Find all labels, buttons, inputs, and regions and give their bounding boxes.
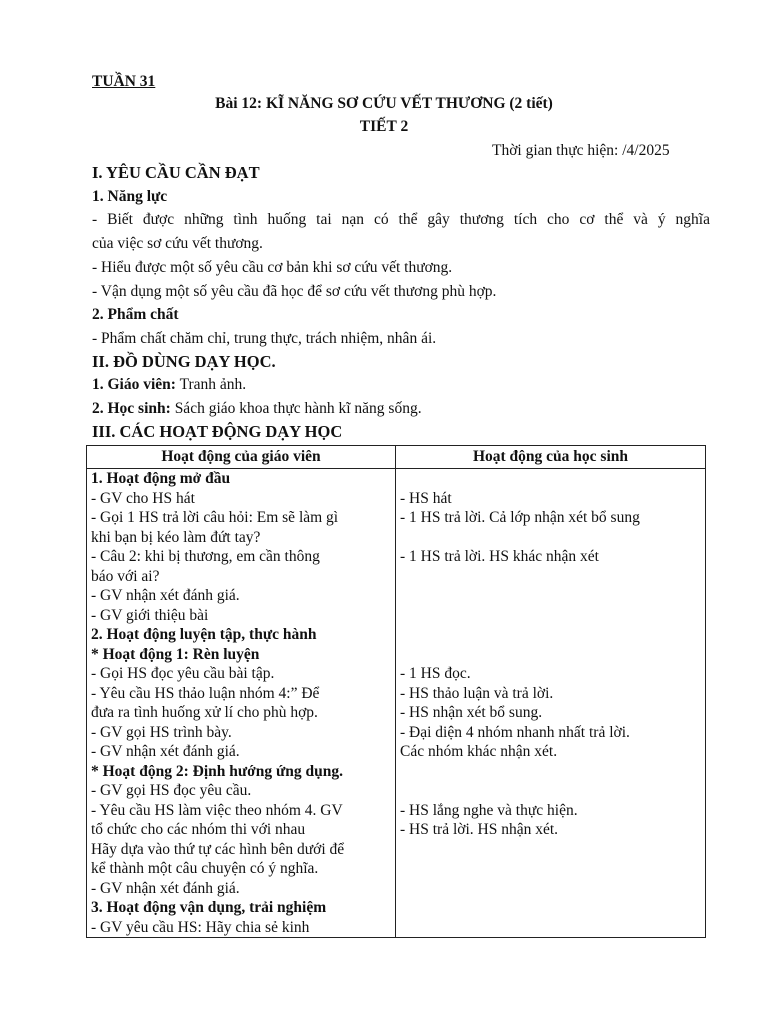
subsection-competence-title: 1. Năng lực: [92, 188, 168, 205]
teacher-line: 3. Hoạt động vận dụng, trải nghiệm: [91, 899, 327, 916]
activities-table: [86, 445, 706, 938]
teacher-line: 1. Hoạt động mở đầu: [91, 470, 231, 487]
student-line-spacer: [400, 762, 701, 782]
student-line-spacer: [400, 781, 701, 801]
teacher-line: - GV nhận xét đánh giá.: [91, 587, 240, 604]
student-line: - HS hát: [400, 489, 452, 507]
teacher-line: 2. Hoạt động luyện tập, thực hành: [91, 626, 317, 643]
teacher-line: - GV cho HS hát: [91, 489, 195, 507]
student-line-spacer: [400, 625, 701, 645]
competence-item-1: - Biết được những tình huống tai nạn có thể gây thương tích cho cơ thể và ý nghĩa: [92, 211, 710, 228]
teacher-materials-text: Tranh ảnh.: [175, 376, 247, 393]
teacher-line: Hãy dựa vào thứ tự các hình bên dưới để: [91, 840, 345, 858]
teacher-line: kể thành một câu chuyện có ý nghĩa.: [91, 860, 319, 877]
student-column-header: Hoạt động của học sinh: [396, 446, 706, 469]
lesson-title: Bài 12: KĨ NĂNG SƠ CỨU VẾT THƯƠNG (2 tiết): [215, 95, 553, 112]
student-line: - HS lắng nghe và thực hiện.: [400, 801, 578, 819]
subsection-quality-title: 2. Phẩm chất: [92, 306, 179, 323]
teacher-line: - GV nhận xét đánh giá.: [91, 879, 240, 897]
student-materials-text: Sách giáo khoa thực hành kĩ năng sống.: [170, 400, 422, 417]
teacher-line: - GV gọi HS đọc yêu cầu.: [91, 782, 252, 799]
teacher-line: báo với ai?: [91, 567, 160, 585]
teacher-line: khi bạn bị kéo làm đứt tay?: [91, 528, 261, 546]
teacher-line: - GV giới thiệu bài: [91, 606, 209, 624]
teacher-line: - Yêu cầu HS làm việc theo nhóm 4. GV: [91, 801, 343, 819]
student-line-spacer: [400, 645, 701, 665]
student-line-spacer: [400, 898, 701, 918]
teacher-line: * Hoạt động 2: Định hướng ứng dụng.: [91, 762, 344, 780]
quality-item: - Phẩm chất chăm chỉ, trung thực, trách nhiệm, nhân ái.: [92, 330, 437, 347]
teacher-line: tổ chức cho các nhóm thi với nhau: [91, 821, 306, 838]
teacher-line: - Yêu cầu HS thảo luận nhóm 4:” Để: [91, 684, 320, 702]
student-line: - HS thảo luận và trả lời.: [400, 684, 554, 702]
student-line-spacer: [400, 528, 701, 548]
student-line: - Đại diện 4 nhóm nhanh nhất trả lời.: [400, 723, 630, 741]
student-activities-cell: [396, 469, 706, 938]
student-line: - 1 HS đọc.: [400, 665, 471, 682]
teacher-materials: [92, 375, 246, 395]
teacher-line: - Câu 2: khi bị thương, em cần thông: [91, 548, 320, 565]
student-line: - 1 HS trả lời. HS khác nhận xét: [400, 548, 599, 565]
student-line: - 1 HS trả lời. Cả lớp nhận xét bổ sung: [400, 509, 640, 526]
table-body-row: [87, 469, 706, 938]
student-line-spacer: [400, 879, 701, 899]
student-materials: [92, 399, 422, 419]
student-line-spacer: [400, 586, 701, 606]
teacher-activities-cell: [87, 469, 396, 938]
student-line-spacer: [400, 840, 701, 860]
section-3-title: III. CÁC HOẠT ĐỘNG DẠY HỌC: [92, 422, 343, 441]
competence-item-3: - Vận dụng một số yêu cầu đã học để sơ cứu vết thương phù hợp.: [92, 283, 497, 300]
teacher-line: đưa ra tình huống xử lí cho phù hợp.: [91, 704, 318, 721]
week-label: TUẦN 31: [92, 73, 156, 90]
teacher-materials-label: 1. Giáo viên:: [92, 376, 176, 393]
student-line-spacer: [400, 469, 701, 489]
teacher-line: - Gọi HS đọc yêu cầu bài tập.: [91, 665, 275, 682]
teacher-column-header: Hoạt động của giáo viên: [87, 446, 396, 469]
implementation-time: Thời gian thực hiện: /4/2025: [492, 142, 670, 159]
student-line: Các nhóm khác nhận xét.: [400, 743, 558, 760]
period-title: TIẾT 2: [359, 118, 409, 135]
teacher-line: - GV gọi HS trình bày.: [91, 723, 232, 741]
student-materials-label: 2. Học sinh:: [92, 400, 171, 417]
student-line-spacer: [400, 606, 701, 626]
teacher-line: - GV nhận xét đánh giá.: [91, 743, 240, 760]
student-line-spacer: [400, 918, 701, 938]
teacher-line: * Hoạt động 1: Rèn luyện: [91, 645, 260, 663]
student-line: - HS nhận xét bổ sung.: [400, 704, 543, 721]
student-line-spacer: [400, 567, 701, 587]
student-line: - HS trả lời. HS nhận xét.: [400, 821, 559, 838]
competence-item-2: - Hiểu được một số yêu cầu cơ bản khi sơ cứu vết thương.: [92, 259, 453, 276]
student-line-spacer: [400, 859, 701, 879]
table-header-row: [87, 446, 706, 469]
section-2-title: II. ĐỒ DÙNG DẠY HỌC.: [92, 352, 276, 371]
teacher-line: - Gọi 1 HS trả lời câu hỏi: Em sẽ làm gì: [91, 509, 339, 526]
section-1-title: I. YÊU CẦU CẦN ĐẠT: [92, 163, 260, 182]
teacher-line: - GV yêu cầu HS: Hãy chia sẻ kinh: [91, 918, 310, 936]
competence-item-1-cont: của việc sơ cứu vết thương.: [92, 235, 263, 252]
